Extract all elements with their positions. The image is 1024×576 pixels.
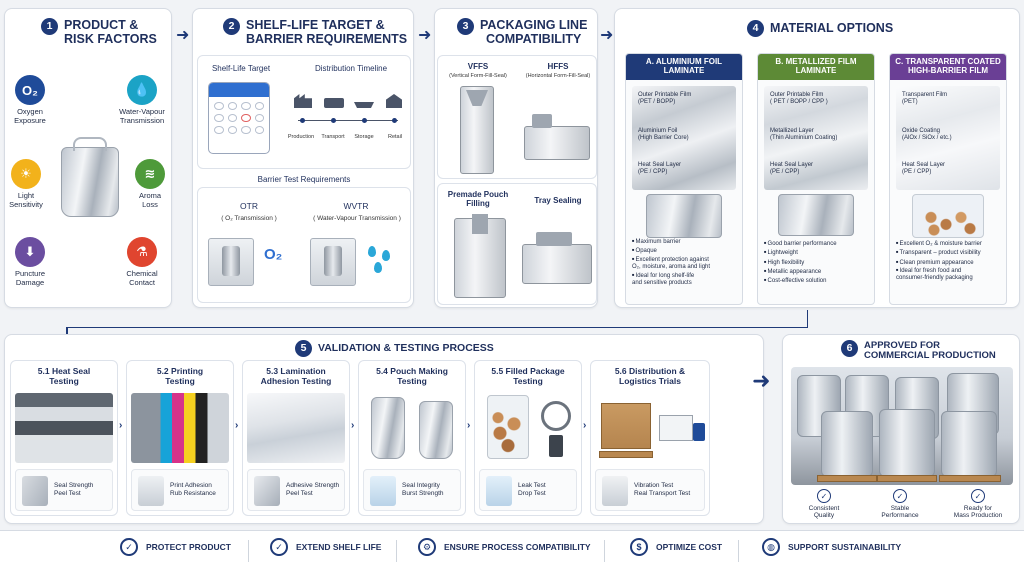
lamination-sheets-image [247,393,345,463]
check-label: Ready for Mass Production [953,505,1003,520]
material-bullets [896,240,1004,282]
heat-seal-press-image [15,393,113,463]
water-drops-icon [364,246,404,276]
oxygen-o2-icon: O₂ [15,75,45,105]
machine-name-vffs: VFFS [467,62,489,71]
section-6-title: APPROVED FOR COMMERCIAL PRODUCTION [864,340,996,362]
section-4-number: 4 [747,20,764,37]
truck-icon [324,98,344,108]
material-bullets [764,240,872,286]
bullet: ■ Ideal for fresh food and consumer-friendly packaging [896,268,1004,282]
badge-check-icon: ✓ [270,538,288,556]
bullet: ■ Opaque [632,247,740,256]
check-circle-icon: ✓ [817,489,831,503]
section-product-risk-factors [4,8,172,308]
material-header: C. TRANSPARENT COATED HIGH-BARRIER FILM [890,54,1006,80]
gears-icon: ⚙ [418,538,436,556]
hffs-machine-image [524,126,590,160]
bullet: ■ Ideal for long shelf-life and sensitive products [632,273,740,287]
pressure-gauge-icon [541,401,571,431]
approval-check-item [789,489,859,520]
coins-icon: $ [630,538,648,556]
truck-icon [659,415,693,441]
hffs-top [532,114,552,128]
timeline-dot [392,118,397,123]
timeline-dot [300,118,305,123]
machine-name-premade: Premade Pouch Filling [447,190,509,209]
material-layer: Outer Printable Film ( PET / BOPP / CPP ) [770,92,828,106]
validation-step-distribution [590,360,710,516]
footer-divider [738,540,739,562]
step-test-footer [15,469,113,511]
timeline-label: Retail [387,134,403,140]
bullet: ■ Clean premium appearance [896,259,1004,268]
distribution-label: Distribution Timeline [314,64,388,73]
material-layer: Heat Seal Layer (PE / CPP) [770,162,814,176]
section-shelf-life-barrier [192,8,414,308]
factor-chemical [107,237,177,287]
arrow-1-to-2: ➜ [176,27,190,44]
section-3-title: PACKAGING LINE COMPATIBILITY [480,18,588,46]
section-2-header [223,19,407,47]
bullet: ■ Cost-effective solution [764,277,872,286]
section-2-title: SHELF-LIFE TARGET & BARRIER REQUIREMENTS [246,18,408,46]
gauge-stand [549,435,563,457]
wooden-pallet [939,475,1001,482]
machine-name-hffs: HFFS [547,62,569,71]
sample-pouch [419,401,453,459]
otr-label: OTR [240,201,258,211]
material-sample-pouch [646,194,722,238]
timeline-dot [331,118,336,123]
ship-icon [354,98,374,108]
factor-oxygen [0,75,65,125]
footer-divider [248,540,249,562]
step-test-footer [595,469,705,511]
film-roll [879,409,935,477]
check-label: Consistent Quality [808,505,840,520]
material-sample-pouch [778,194,854,236]
timeline-label: Storage [354,134,374,140]
approval-check-item [941,489,1015,520]
tray-top [536,232,572,246]
validation-step-lamination [242,360,350,516]
footer-label: SUPPORT SUSTAINABILITY [788,542,902,552]
check-label: Stable Performance [881,505,919,520]
test-thumb [138,476,164,506]
material-bullets [632,238,740,287]
section-1-number: 1 [41,18,58,35]
filled-nut-pouch [487,395,529,459]
test-thumb [254,476,280,506]
section-material-options [614,8,1020,308]
test-thumb [370,476,396,506]
section-5-number: 5 [295,340,312,357]
bullet: ■ Metallic appearance [764,268,872,277]
machine-row-2 [437,183,597,305]
bullet: ■ High flexibility [764,259,872,268]
material-layer: Oxide Coating (AlOx / SiOx / etc.) [902,128,952,142]
otr-chamber-core [222,246,240,276]
barrier-title: Barrier Test Requirements [257,175,351,184]
step-test-footer [247,469,345,511]
section-5-header [295,341,494,357]
factor-light [0,159,61,209]
factor-label: Chemical Contact [126,269,158,287]
step-tests: Vibration Test Real Transport Test [634,482,691,498]
wvtr-label: WVTR [343,201,369,211]
wooden-pallet [599,451,653,458]
validation-step-filled-package [474,360,582,516]
factor-puncture [0,237,65,287]
material-layer: Aluminium Foil (High Barrier Core) [638,128,689,142]
material-option-aluminium [625,53,743,305]
material-layer: Outer Printable Film (PET / BOPP) [638,92,692,106]
material-layer: Metallized Layer (Thin Aluminium Coating) [770,128,838,142]
step-title: 5.6 Distribution & Logistics Trials [614,366,686,386]
approval-check-item [865,489,935,520]
footer-label: OPTIMIZE COST [656,542,723,552]
store-icon [386,94,402,108]
step-test-footer [479,469,577,511]
check-circle-icon: ✓ [971,489,985,503]
timeline-label: Transport [321,134,345,140]
step-tests: Adhesive Strength Peel Test [286,482,340,498]
material-option-metallized [757,53,875,305]
factor-label: Oxygen Exposure [14,107,46,125]
printing-rollers-image [131,393,229,463]
shelf-life-card [197,55,411,169]
material-option-transparent [889,53,1007,305]
cardboard-boxes [601,403,651,449]
arrow-2-to-3: ➜ [418,27,432,44]
wooden-pallet [817,475,877,482]
section-6-header [841,341,996,362]
step-title: 5.3 Lamination Adhesion Testing [260,366,332,386]
timeline-label: Production [287,134,315,140]
bullet: ■ Good barrier performance [764,240,872,249]
bullet: ■ Transparent – product visibility [896,249,1004,258]
step-tests: Seal Integrity Burst Strength [402,482,444,498]
film-roll [941,411,997,477]
oxygen-o2-icon: O₂ [264,246,283,263]
chevron-right-icon: › [467,420,471,431]
footer-item-sustainability [762,538,901,556]
section-5-title: VALIDATION & TESTING PROCESS [318,342,494,354]
step-title: 5.5 Filled Package Testing [491,366,565,386]
section-4-header [747,21,893,37]
factor-label: Aroma Loss [138,191,162,209]
section-3-header [457,19,587,47]
footer-divider [604,540,605,562]
premade-column [472,214,488,234]
shield-check-icon: ✓ [120,538,138,556]
arrow-3-to-4: ➜ [600,27,614,44]
footer-label: EXTEND SHELF LIFE [296,542,382,552]
step-tests: Leak Test Drop Test [518,482,546,498]
factor-water-vapour [107,75,177,125]
timeline-line [298,120,398,121]
footer-item-shelf-life [270,538,381,556]
footer-divider [396,540,397,562]
footer-item-cost [630,538,722,556]
wvtr-sub: ( Water-Vapour Transmission ) [313,215,401,222]
bullet: ■ Maximum barrier [632,238,740,247]
shelf-life-label: Shelf-Life Target [211,64,271,73]
aroma-waves-icon: ≋ [135,159,165,189]
bullet: ■ Excellent protection against O₂, moisture, aroma and light [632,257,740,271]
arrow-5-to-6: ➜ [752,368,771,393]
footer-label: PROTECT PRODUCT [146,542,231,552]
machine-row-1 [437,55,597,179]
center-foil-pouch [61,147,119,217]
warehouse-rolls-image [791,367,1013,485]
step-tests: Print Adhesion Rub Resistance [170,482,216,498]
factor-label: Light Sensitivity [9,191,43,209]
check-circle-icon: ✓ [893,489,907,503]
sun-icon: ☀ [11,159,41,189]
section-2-number: 2 [223,18,240,35]
water-drops-icon: 💧 [127,75,157,105]
wooden-pallet [877,475,937,482]
calendar-icon [208,82,270,154]
machine-name-tray: Tray Sealing [534,196,582,205]
sample-pouch [371,397,405,459]
section-3-number: 3 [457,18,474,35]
connector-4-to-5 [66,310,808,328]
validation-step-printing [126,360,234,516]
machine-sub-vffs: (Vertical Form-Fill-Seal) [449,73,507,79]
material-header: A. ALUMINIUM FOIL LAMINATE [626,54,742,80]
chevron-right-icon: › [351,420,355,431]
puncture-arrow-icon: ⬇ [15,237,45,267]
factory-icon [294,94,312,108]
footer-label: ENSURE PROCESS COMPATIBILITY [444,542,591,552]
factor-label: Water-Vapour Transmission [119,107,165,125]
step-test-footer [363,469,461,511]
material-header: B. METALLIZED FILM LAMINATE [758,54,874,80]
chevron-right-icon: › [235,420,239,431]
material-layer: Heat Seal Layer (PE / CPP) [638,162,682,176]
footer-item-protect [120,538,231,556]
section-1-header [41,19,157,47]
validation-step-pouch-making [358,360,466,516]
step-tests: Seal Strength Peel Test [54,482,94,498]
chevron-right-icon: › [583,420,587,431]
flask-icon: ⚗ [127,237,157,267]
step-title: 5.1 Heat Seal Testing [37,366,91,386]
validation-step-heat-seal [10,360,118,516]
film-roll [821,411,873,477]
step-title: 5.4 Pouch Making Testing [376,366,448,386]
footer-item-process [418,538,591,556]
bullet: ■ Lightweight [764,249,872,258]
material-layer: Heat Seal Layer (PE / CPP) [902,162,946,176]
factor-label: Puncture Damage [14,269,46,287]
wvtr-chamber-core [324,246,342,276]
machine-sub-hffs: (Horizontal Form-Fill-Seal) [525,73,591,79]
section-6-number: 6 [841,340,858,357]
test-thumb [602,476,628,506]
test-thumb [22,476,48,506]
timeline-dot [362,118,367,123]
chevron-right-icon: › [119,420,123,431]
barrier-test-card [197,187,411,303]
section-4-title: MATERIAL OPTIONS [770,21,894,35]
transparent-pouch-with-nuts [912,194,984,238]
section-approved-production [782,334,1020,524]
section-packaging-line [434,8,598,308]
factor-aroma [115,159,185,209]
globe-icon: ◍ [762,538,780,556]
material-layer: Transparent Film (PET) [902,92,948,106]
otr-sub: ( O₂ Transmission ) [221,215,277,222]
bullet: ■ Excellent O₂ & moisture barrier [896,240,1004,249]
truck-cab [693,423,705,441]
test-thumb [486,476,512,506]
section-1-title: PRODUCT & RISK FACTORS [64,18,157,46]
step-title: 5.2 Printing Testing [156,366,204,386]
tray-sealing-machine-image [522,244,592,284]
step-test-footer [131,469,229,511]
